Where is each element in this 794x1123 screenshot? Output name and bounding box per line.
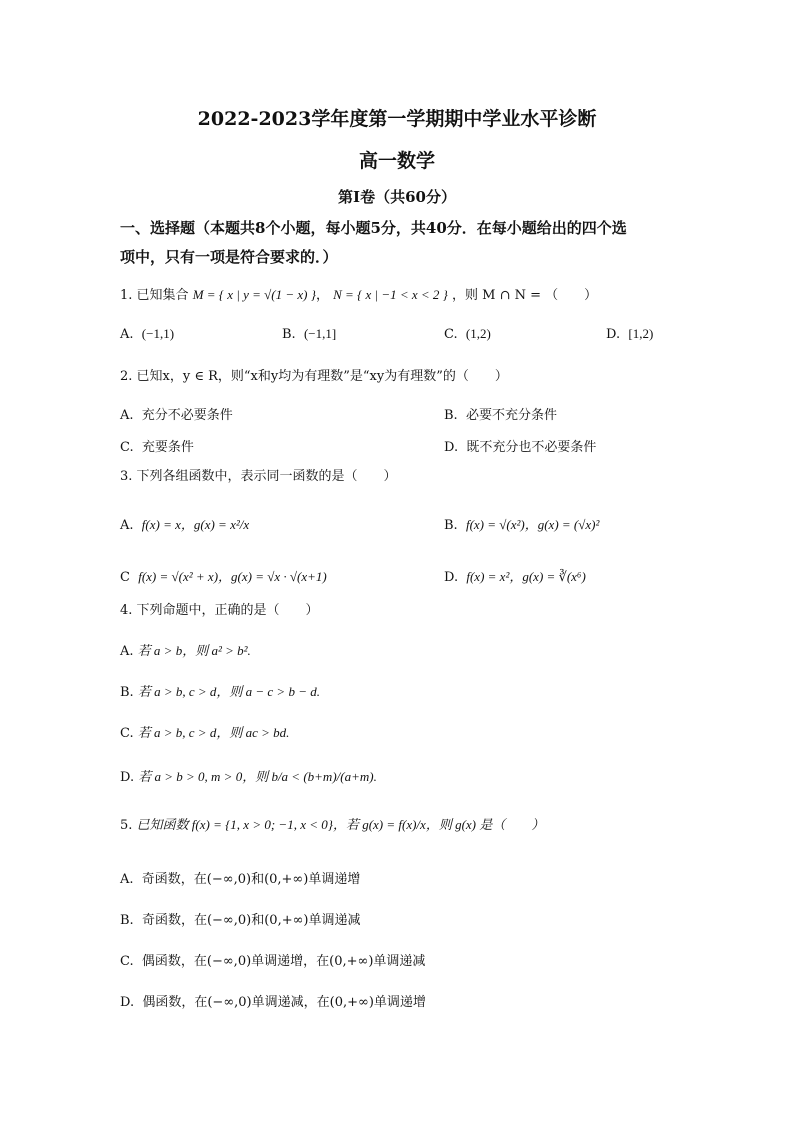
question-number: 2.	[120, 369, 133, 384]
question-1: 1. 已知集合 M = { x | y = √(1 − x) }， N = { x | −1 < x < 2 } ，则 M ∩ N = （ ）	[120, 287, 598, 303]
question-stem-prefix: 已知集合	[136, 288, 189, 303]
question-stem: 下列命题中，正确的是（ ）	[136, 603, 319, 618]
q5-option-d[interactable]: D. 偶函数，在(−∞,0)单调递减，在(0,+∞)单调递增	[120, 995, 426, 1010]
q2-option-d[interactable]: D. 既不充分也不必要条件	[444, 440, 597, 455]
q5-option-c[interactable]: C. 偶函数，在(−∞,0)单调递增，在(0,+∞)单调递减	[120, 954, 426, 969]
q3-option-b[interactable]: B. f(x) = √(x²)，g(x) = (√x)²	[444, 517, 600, 533]
q1-option-c[interactable]: C. (1,2)	[444, 326, 491, 342]
question-stem: 已知x，y ∈ R，则“x和y均为有理数”是“xy为有理数”的（ ）	[136, 369, 508, 384]
q1-option-a[interactable]: A. (−1,1)	[120, 326, 175, 342]
q3-option-c[interactable]: C f(x) = √(x² + x)，g(x) = √x · √(x+1)	[120, 569, 327, 585]
question-2	[120, 368, 508, 386]
q2-option-b[interactable]: B. 必要不充分条件	[444, 408, 557, 423]
question-number: 5.	[120, 818, 133, 833]
q4-option-a[interactable]: A. 若 a > b，则 a² > b².	[120, 643, 251, 659]
section-heading-line2: 项中，只有一项是符合要求的．）	[120, 248, 338, 266]
question-5	[120, 816, 544, 835]
set-m: M = { x | y = √(1 − x) }	[192, 287, 316, 302]
q3-option-a[interactable]: A. f(x) = x，g(x) = x²/x	[120, 517, 250, 533]
question-stem: 下列各组函数中，表示同一函数的是（ ）	[136, 469, 397, 484]
q1-option-b[interactable]: B. (−1,1]	[282, 326, 337, 342]
q3-option-d[interactable]: D. f(x) = x²，g(x) = ∛(x⁶)	[444, 569, 586, 585]
question-4	[120, 602, 319, 620]
section-heading	[120, 214, 680, 272]
question-number: 3.	[120, 469, 133, 484]
q2-option-a[interactable]: A. 充分不必要条件	[120, 408, 233, 423]
question-stem-suffix: ，则 M ∩ N = （ ）	[452, 288, 598, 303]
q2-option-c[interactable]: C. 充要条件	[120, 440, 194, 455]
q5-option-b[interactable]: B. 奇函数，在(−∞,0)和(0,+∞)单调递减	[120, 913, 361, 928]
q4-option-b[interactable]: B. 若 a > b, c > d，则 a − c > b − d.	[120, 684, 320, 700]
q4-option-c[interactable]: C. 若 a > b, c > d，则 ac > bd.	[120, 725, 290, 741]
exam-subject: 高一数学	[358, 150, 435, 172]
question-number: 1.	[120, 288, 133, 303]
question-stem: 已知函数 f(x) = {1, x > 0; −1, x < 0}，若 g(x) = f(x)/x，则 g(x) 是（ ）	[136, 817, 545, 832]
exam-volume: 第I卷（共60分）	[338, 188, 456, 206]
question-3	[120, 468, 397, 486]
exam-title: 2022-2023学年度第一学期期中学业水平诊断	[197, 108, 597, 130]
set-n: N = { x | −1 < x < 2 }	[333, 287, 448, 302]
section-heading-line1: 一、选择题（本题共8个小题，每小题5分，共40分．在每小题给出的四个选	[120, 219, 627, 237]
q1-option-d[interactable]: D. [1,2)	[606, 326, 654, 342]
question-number: 4.	[120, 603, 133, 618]
q5-option-a[interactable]: A. 奇函数，在(−∞,0)和(0,+∞)单调递增	[120, 872, 361, 887]
q4-option-d[interactable]: D. 若 a > b > 0, m > 0，则 b/a < (b+m)/(a+m).	[120, 769, 377, 785]
